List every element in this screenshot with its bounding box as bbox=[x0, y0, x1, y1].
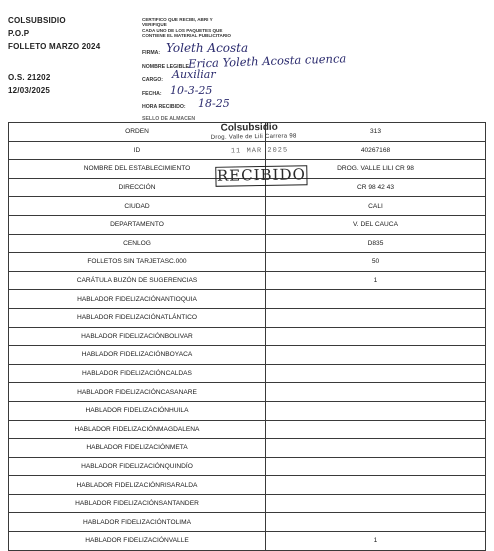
row-value: DROG. VALLE LILI CR 98 bbox=[266, 160, 486, 179]
certify-line: CONTIENE EL MATERIAL PUBLICITARIO bbox=[142, 33, 231, 39]
stamp-brand: Colsubsidio bbox=[220, 121, 278, 134]
row-value: CALI bbox=[266, 197, 486, 216]
row-value bbox=[266, 476, 486, 495]
row-value: CR 98 42 43 bbox=[266, 178, 486, 197]
row-value bbox=[266, 308, 486, 327]
row-value: 40267168 bbox=[266, 141, 486, 160]
company-name: COLSUBSIDIO bbox=[8, 16, 66, 25]
row-label: HABLADOR FIDELIZACIÓNMAGDALENA bbox=[9, 420, 266, 439]
table-row bbox=[9, 532, 486, 551]
table-row bbox=[9, 476, 486, 495]
row-value: 1 bbox=[266, 532, 486, 551]
row-label: HABLADOR FIDELIZACIÓNMETA bbox=[9, 439, 266, 458]
row-label: FOLLETOS SIN TARJETASC.000 bbox=[9, 253, 266, 272]
row-label: ORDEN bbox=[9, 123, 266, 142]
stamp-received: RECIBIDO bbox=[215, 165, 307, 187]
table-row bbox=[9, 494, 486, 513]
fecha-label: FECHA: bbox=[142, 91, 162, 97]
row-label: HABLADOR FIDELIZACIÓNCASANARE bbox=[9, 383, 266, 402]
stamp-date: 11 MAR 2025 bbox=[230, 146, 289, 156]
header-date: 12/03/2025 bbox=[8, 86, 51, 95]
row-label: DIRECCIÓN bbox=[9, 178, 266, 197]
table-row bbox=[9, 327, 486, 346]
row-value: 50 bbox=[266, 253, 486, 272]
table-row bbox=[9, 401, 486, 420]
hora-value: 18-25 bbox=[198, 97, 230, 110]
table-row bbox=[9, 234, 486, 253]
cargo-value: Auxiliar bbox=[172, 68, 216, 81]
table-row bbox=[9, 290, 486, 309]
table-row bbox=[9, 383, 486, 402]
row-label: NOMBRE DEL ESTABLECIMIENTO bbox=[9, 160, 266, 179]
row-label: CIUDAD bbox=[9, 197, 266, 216]
row-value: V. DEL CAUCA bbox=[266, 215, 486, 234]
firma-label: FIRMA: bbox=[142, 50, 161, 56]
row-label: DEPARTAMENTO bbox=[9, 215, 266, 234]
sello-label: SELLO DE ALMACEN bbox=[142, 116, 196, 122]
row-value bbox=[266, 420, 486, 439]
table-row bbox=[9, 513, 486, 532]
row-label: HABLADOR FIDELIZACIÓNBOLIVAR bbox=[9, 327, 266, 346]
row-value bbox=[266, 346, 486, 365]
table-row bbox=[9, 346, 486, 365]
table-row bbox=[9, 308, 486, 327]
folleto-title: FOLLETO MARZO 2024 bbox=[8, 42, 101, 51]
certify-text bbox=[142, 17, 231, 39]
certify-line: CADA UNO DE LOS PAQUETES QUE bbox=[142, 27, 223, 33]
nombre-value: Erica Yoleth Acosta cuenca bbox=[187, 51, 347, 71]
row-value bbox=[266, 513, 486, 532]
row-label: HABLADOR FIDELIZACIÓNTOLIMA bbox=[9, 513, 266, 532]
row-value bbox=[266, 401, 486, 420]
certify-line: VERIFIQUE bbox=[142, 22, 167, 28]
row-value bbox=[266, 364, 486, 383]
os-number: O.S. 21202 bbox=[8, 73, 51, 82]
row-value bbox=[266, 457, 486, 476]
table-row bbox=[9, 457, 486, 476]
stamp-store: Drog. Valle de Lili Carrera 98 bbox=[210, 133, 297, 141]
row-label: HABLADOR FIDELIZACIÓNRISARALDA bbox=[9, 476, 266, 495]
firma-signature: Yoleth Acosta bbox=[166, 41, 249, 55]
table-row bbox=[9, 439, 486, 458]
table-row bbox=[9, 197, 486, 216]
table-row bbox=[9, 271, 486, 290]
table-row bbox=[9, 420, 486, 439]
row-value bbox=[266, 494, 486, 513]
received-stamp bbox=[204, 117, 319, 189]
row-label: HABLADOR FIDELIZACIÓNANTIOQUIA bbox=[9, 290, 266, 309]
row-value: D835 bbox=[266, 234, 486, 253]
pop-label: P.O.P bbox=[8, 29, 30, 38]
fecha-value: 10-3-25 bbox=[170, 84, 213, 97]
row-label: CENLOG bbox=[9, 234, 266, 253]
row-label: HABLADOR FIDELIZACIÓNVALLE bbox=[9, 532, 266, 551]
table-row bbox=[9, 253, 486, 272]
cargo-label: CARGO: bbox=[142, 77, 164, 83]
nombre-label: NOMBRE LEGIBLE: bbox=[142, 64, 191, 70]
row-label: HABLADOR FIDELIZACIÓNATLÁNTICO bbox=[9, 308, 266, 327]
row-label: CARÁTULA BUZÓN DE SUGERENCIAS bbox=[9, 271, 266, 290]
row-value bbox=[266, 327, 486, 346]
row-label: HABLADOR FIDELIZACIÓNQUINDÍO bbox=[9, 457, 266, 476]
row-value: 1 bbox=[266, 271, 486, 290]
table-row bbox=[9, 215, 486, 234]
hora-label: HORA RECIBIDO: bbox=[142, 104, 186, 110]
row-value bbox=[266, 290, 486, 309]
row-value bbox=[266, 439, 486, 458]
row-label: HABLADOR FIDELIZACIÓNBOYACA bbox=[9, 346, 266, 365]
row-value: 313 bbox=[266, 123, 486, 142]
row-label: HABLADOR FIDELIZACIÓNHUILA bbox=[9, 401, 266, 420]
row-label: HABLADOR FIDELIZACIÓNSANTANDER bbox=[9, 494, 266, 513]
row-value bbox=[266, 383, 486, 402]
row-label: ID bbox=[9, 141, 266, 160]
table-row bbox=[9, 364, 486, 383]
certify-line: CERTIFICO QUE RECIBI, ABRI Y bbox=[142, 17, 213, 22]
row-label: HABLADOR FIDELIZACIÓNCALDAS bbox=[9, 364, 266, 383]
